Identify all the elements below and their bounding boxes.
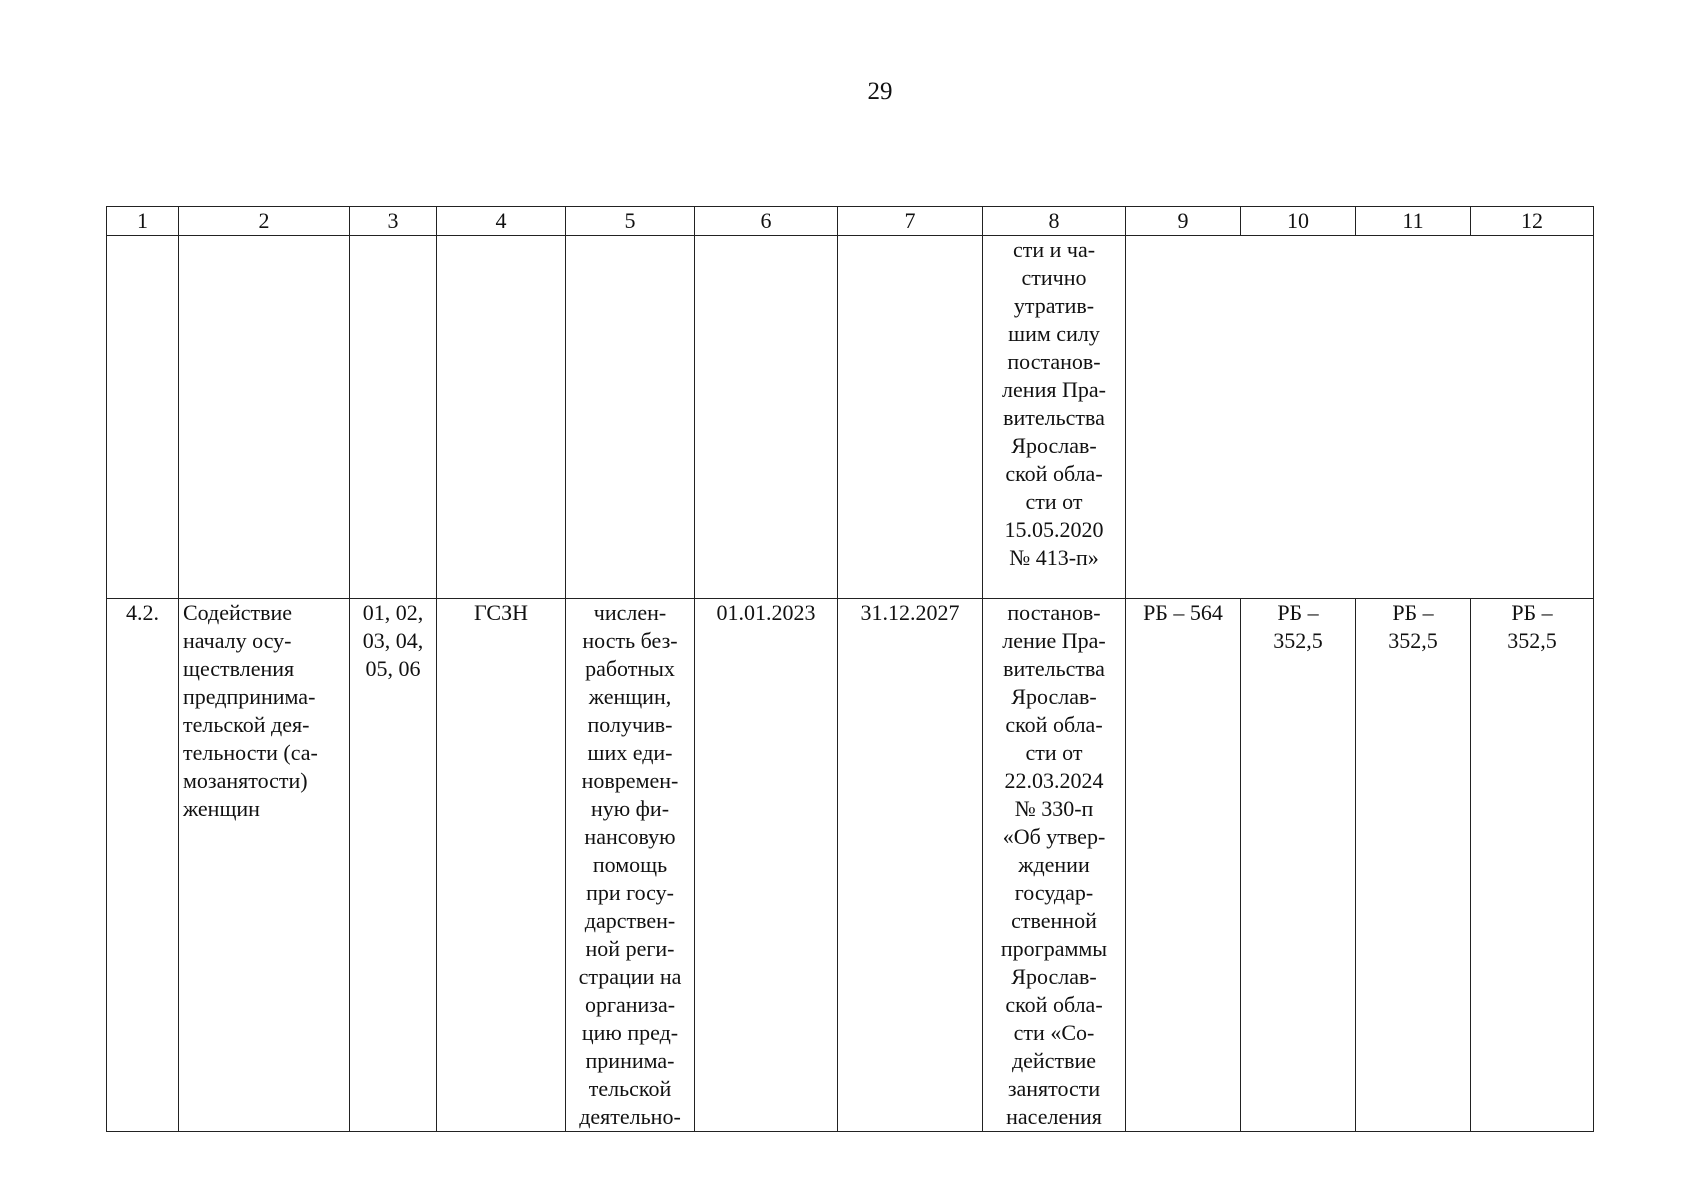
text-line: занятости (1007, 1076, 1101, 1101)
text-line: ской обла- (1005, 992, 1103, 1017)
page-number: 29 (867, 78, 893, 105)
header-cell: 1 (107, 207, 179, 236)
text-line: Ярослав- (1011, 433, 1097, 458)
text-line: ления Пра- (1002, 377, 1106, 402)
text-line: ждении (1018, 852, 1090, 877)
header-cell: 5 (566, 207, 695, 236)
text-line: тельской (588, 1076, 672, 1101)
funding-col10-cell (1241, 599, 1356, 1132)
text-line: 352,5 (1388, 628, 1438, 653)
text-line: цию пред- (581, 1020, 679, 1045)
text-line: 01, 02, (362, 600, 424, 625)
header-cell: 6 (695, 207, 838, 236)
header-cell: 3 (350, 207, 437, 236)
text-line: получив- (587, 712, 673, 737)
text-line: новремен- (581, 768, 679, 793)
indicator-cell (566, 599, 695, 1132)
funding-col11-cell (1356, 599, 1471, 1132)
text-line: при госу- (586, 880, 674, 905)
item-name-cell (179, 599, 350, 1132)
empty-cell (838, 236, 983, 599)
text-line: стично (1021, 265, 1087, 290)
end-date-cell: 31.12.2027 (838, 599, 983, 1132)
text-line: 352,5 (1273, 628, 1323, 653)
basis-cell (983, 599, 1126, 1132)
text-line: № 330-п (1014, 796, 1094, 821)
executor-cell: ГСЗН (437, 599, 566, 1132)
text-line: 05, 06 (365, 656, 421, 681)
empty-merged-cell (1126, 236, 1594, 599)
text-line: № 413-п» (1009, 545, 1099, 570)
text-line: 03, 04, (362, 628, 424, 653)
empty-cell (350, 236, 437, 599)
empty-cell (695, 236, 838, 599)
text-line: РБ – 564 (1143, 600, 1223, 625)
text-line: организа- (584, 992, 676, 1017)
text-line: РБ – (1277, 600, 1319, 625)
table-row (107, 599, 1594, 1132)
empty-cell (107, 236, 179, 599)
header-cell: 10 (1241, 207, 1356, 236)
item-number: 4.2. (107, 599, 179, 1132)
header-cell: 12 (1471, 207, 1594, 236)
text-line: ществления (183, 656, 295, 681)
text-line: числен- (593, 600, 667, 625)
text-line: РБ – (1392, 600, 1434, 625)
text-line: деятельно- (579, 1104, 681, 1129)
text-line: принима- (585, 1048, 675, 1073)
text-line: ной реги- (585, 936, 675, 961)
header-cell: 9 (1126, 207, 1241, 236)
text-line: женщин, (588, 684, 672, 709)
text-line: вительства (1003, 405, 1105, 430)
text-line: вительства (1003, 656, 1105, 681)
header-cell: 11 (1356, 207, 1471, 236)
text-line: постанов- (1007, 600, 1101, 625)
header-cell: 2 (179, 207, 350, 236)
continuation-row (107, 236, 1594, 599)
text-line: ление Пра- (1002, 628, 1106, 653)
text-line: тельности (са- (183, 740, 318, 765)
text-line: страции на (578, 964, 682, 989)
text-line: государ- (1014, 880, 1094, 905)
text-line: РБ – (1511, 600, 1553, 625)
codes-cell (350, 599, 437, 1132)
text-line: началу осу- (183, 628, 292, 653)
text-line: женщин (183, 796, 260, 821)
header-cell: 8 (983, 207, 1126, 236)
header-row (107, 207, 1594, 236)
empty-cell (566, 236, 695, 599)
start-date-cell: 01.01.2023 (695, 599, 838, 1132)
text-line: предпринима- (183, 684, 316, 709)
header-cell: 7 (838, 207, 983, 236)
text-line: 352,5 (1507, 628, 1557, 653)
text-line: ской обла- (1005, 712, 1103, 737)
text-line: шим силу (1008, 321, 1100, 346)
text-line: дарствен- (584, 908, 676, 933)
text-line: действие (1011, 1048, 1097, 1073)
text-line: населения (1006, 1104, 1102, 1129)
text-line: сти от (1025, 740, 1083, 765)
funding-col9-cell (1126, 599, 1241, 1132)
text-line: Ярослав- (1011, 964, 1097, 989)
text-line: постанов- (1007, 349, 1101, 374)
text-line: утратив- (1013, 293, 1095, 318)
text-line: тельской дея- (183, 712, 310, 737)
text-line: ской обла- (1005, 461, 1103, 486)
text-line: ность без- (582, 628, 678, 653)
empty-cell (437, 236, 566, 599)
text-line: Ярослав- (1011, 684, 1097, 709)
funding-col12-cell (1471, 599, 1594, 1132)
header-cell: 4 (437, 207, 566, 236)
basis-continuation-cell (983, 236, 1126, 599)
empty-cell (179, 236, 350, 599)
text-line: программы (1000, 936, 1108, 961)
text-line: ную фи- (590, 796, 670, 821)
text-line: нансовую (584, 824, 676, 849)
text-line: помощь (592, 852, 668, 877)
text-line: 15.05.2020 (1004, 517, 1104, 542)
text-line: сти и ча- (1012, 237, 1096, 262)
program-table (106, 206, 1594, 1132)
text-line: 22.03.2024 (1004, 768, 1104, 793)
text-line: ственной (1011, 908, 1097, 933)
text-line: ших еди- (587, 740, 673, 765)
text-line: Содействие (183, 600, 293, 625)
text-line: «Об утвер- (1002, 824, 1106, 849)
text-line: мозанятости) (183, 768, 308, 793)
text-line: сти от (1025, 489, 1083, 514)
text-line: сти «Со- (1013, 1020, 1095, 1045)
text-line: работных (585, 656, 675, 681)
